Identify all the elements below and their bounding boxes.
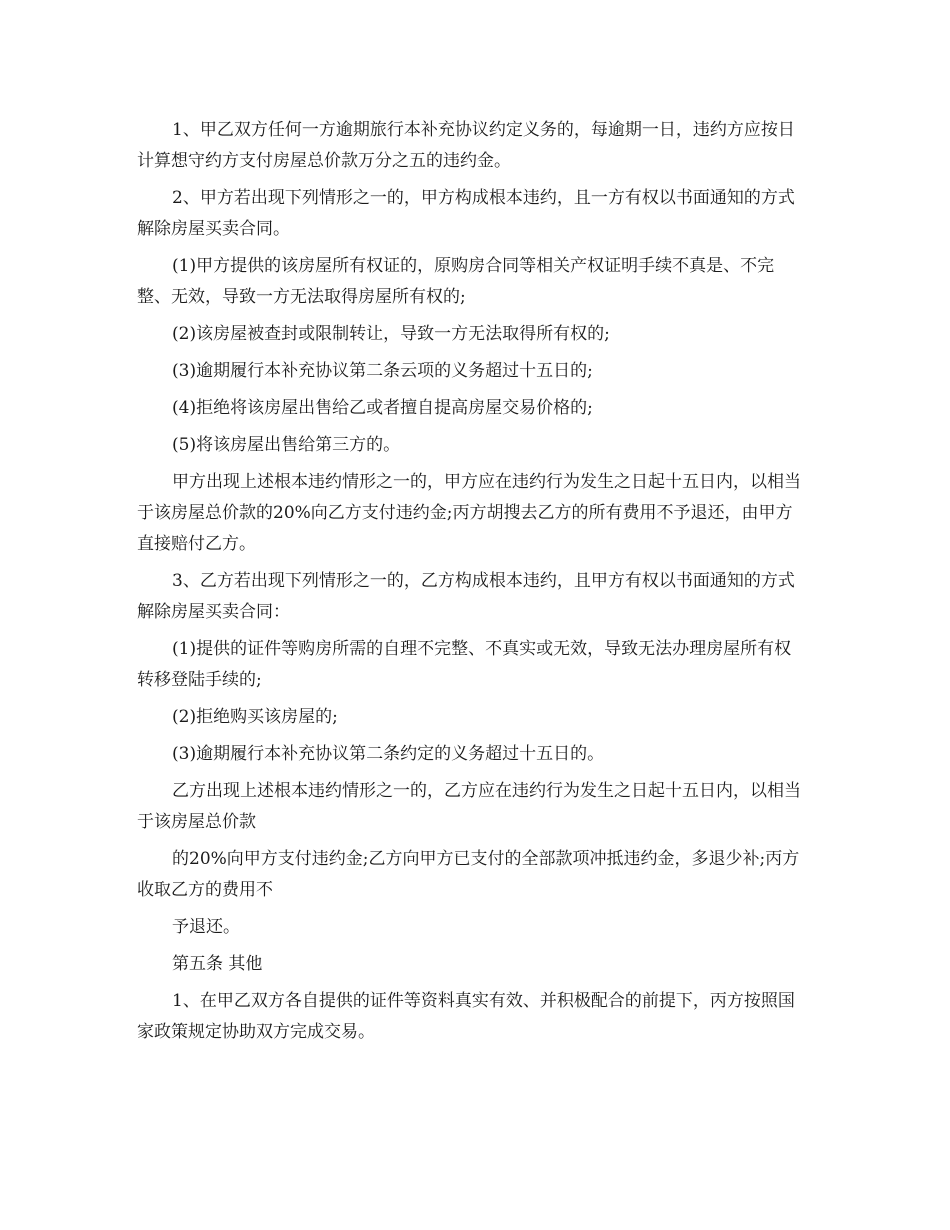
paragraph-5: (3)逾期履行本补充协议第二条云项的义务超过十五日的; — [172, 361, 593, 381]
paragraph-14: 的20%向甲方支付违约金;乙方向甲方已支付的全部款项冲抵违约金，多退少补;丙方收取乙方的费用不 — [137, 849, 800, 900]
document-body — [137, 115, 805, 1048]
paragraph-6: (4)拒绝将该房屋出售给乙或者擅自提高房屋交易价格的; — [172, 398, 593, 418]
paragraph-2: 2、甲方若出现下列情形之一的，甲方构成根本违约，且一方有权以书面通知的方式解除房屋买卖合同。 — [137, 188, 795, 239]
paragraph-8: 甲方出现上述根本违约情形之一的，甲方应在违约行为发生之日起十五日内，以相当于该房屋总价款的20%向乙方支付违约金;丙方胡搜去乙方的所有费用不予退还，由甲方直接赔付乙方。 — [137, 472, 801, 554]
paragraph-17: 1、在甲乙双方各自提供的证件等资料真实有效、并积极配合的前提下，丙方按照国家政策规定协助双方完成交易。 — [137, 991, 795, 1042]
paragraph-4: (2)该房屋被查封或限制转让，导致一方无法取得所有权的; — [172, 324, 610, 344]
paragraph-1: 1、甲乙双方任何一方逾期旅行本补充协议约定义务的，每逾期一日，违约方应按日计算想守约方支付房屋总价款万分之五的违约金。 — [137, 120, 795, 171]
paragraph-3: (1)甲方提供的该房屋所有权证的，原购房合同等相关产权证明手续不真是、不完整、无效，导致一方无法取得房屋所有权的; — [137, 256, 775, 307]
paragraph-12: (3)逾期履行本补充协议第二条约定的义务超过十五日的。 — [172, 744, 605, 764]
paragraph-9: 3、乙方若出现下列情形之一的，乙方构成根本违约，且甲方有权以书面通知的方式解除房屋买卖合同： — [137, 571, 795, 622]
paragraph-13: 乙方出现上述根本违约情形之一的，乙方应在违约行为发生之日起十五日内，以相当于该房屋总价款 — [137, 781, 801, 832]
paragraph-10: (1)提供的证件等购房所需的自理不完整、不真实或无效，导致无法办理房屋所有权转移登陆手续的; — [137, 639, 792, 690]
paragraph-7: (5)将该房屋出售给第三方的。 — [172, 435, 401, 455]
section-heading: 第五条 其他 — [172, 954, 263, 974]
paragraph-11: (2)拒绝购买该房屋的; — [172, 707, 338, 727]
paragraph-15: 予退还。 — [172, 917, 240, 937]
